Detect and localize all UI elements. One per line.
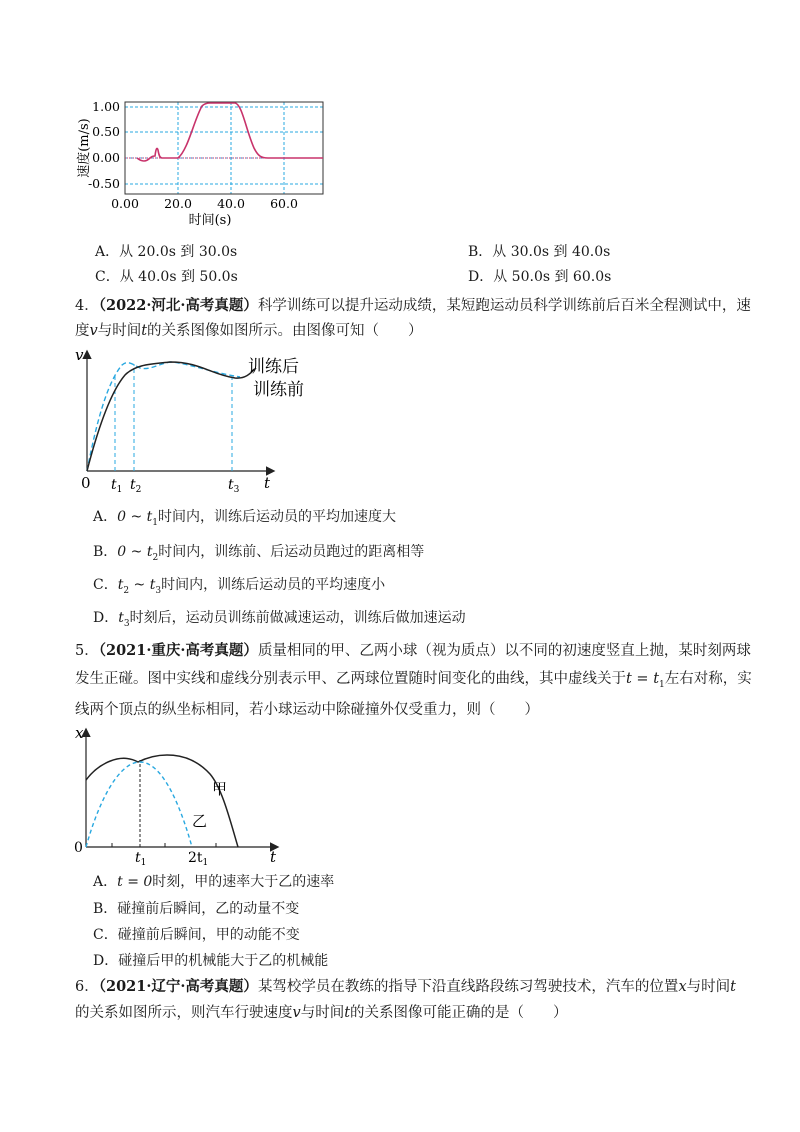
q6-stem-line1: 6．（2021·辽宁·高考真题）某驾校学员在教练的指导下沿直线路段练习驾驶技术，汽车的位置x与时间t bbox=[75, 978, 736, 995]
q4-option-c[interactable]: C．$t_2$ ~ $t_3$时间内，训练后运动员的平均速度小 bbox=[93, 577, 386, 596]
q4-stem-line2 bbox=[75, 322, 423, 341]
x-axis-label: 时间(s) bbox=[188, 213, 232, 228]
q5-stem-line1 bbox=[75, 641, 751, 661]
q4-stem-text: 的关系图像如图所示。由图像可知（ ） bbox=[147, 323, 423, 339]
q4-y-axis-label: v bbox=[75, 346, 84, 364]
q4-stem-text: 科学训练可以提升运动成绩，某短跑运动员科学训练前后百米全程测试中，速 bbox=[257, 298, 751, 314]
q3-option-a[interactable]: A．从 20.0s 到 30.0s bbox=[95, 244, 238, 260]
q3-option-c[interactable]: C．从 40.0s 到 50.0s bbox=[95, 269, 238, 285]
q5-number: 5． bbox=[75, 643, 99, 659]
q4-stem-text: 度 bbox=[75, 323, 90, 339]
q5-label-yi: 乙 bbox=[192, 812, 208, 830]
y-tick-label: 0.50 bbox=[92, 124, 120, 139]
q4-option-a[interactable]: A．0 ~ $t_1$时间内，训练后运动员的平均加速度大 bbox=[93, 509, 397, 528]
q5-source: （2021·重庆·高考真题） bbox=[98, 642, 258, 659]
x-tick-label: 40.0 bbox=[217, 196, 245, 211]
y-tick-label: -0.50 bbox=[87, 176, 120, 191]
x-tick-label: 20.0 bbox=[164, 196, 192, 211]
q5-stem-text: 质量相同的甲、乙两小球（视为质点）以不同的初速度竖直上抛，某时刻两球 bbox=[257, 643, 751, 659]
q4-stem-line1 bbox=[75, 296, 751, 316]
q5-y-axis-label: x bbox=[75, 724, 84, 742]
q4-label-after: 训练后 bbox=[248, 357, 299, 377]
q5-label-jia: 甲 bbox=[212, 780, 228, 798]
q4-vt-graph bbox=[70, 340, 310, 498]
y-tick-label: 0.00 bbox=[92, 150, 120, 165]
y-tick-label: 1.00 bbox=[92, 99, 120, 114]
q4-curve-before bbox=[87, 362, 240, 471]
x-tick-label: 0.00 bbox=[111, 196, 139, 211]
velocity-time-graph bbox=[70, 90, 340, 230]
q4-number: 4． bbox=[75, 298, 99, 314]
q5-curve-jia bbox=[86, 755, 238, 847]
q6-source: （2021·辽宁·高考真题） bbox=[98, 978, 258, 995]
q4-x-axis-label: t bbox=[264, 474, 271, 492]
q6-number: 6． bbox=[75, 979, 99, 995]
q5-curve-yi bbox=[86, 762, 192, 847]
q5-2t1-label: $2t_1$ bbox=[188, 850, 209, 868]
q5-option-a[interactable]: A．t = 0时刻，甲的速率大于乙的速率 bbox=[93, 874, 335, 890]
q4-var-t: t bbox=[141, 323, 148, 339]
graph-grid bbox=[125, 102, 323, 194]
q4-t2-label: $t_2$ bbox=[130, 477, 142, 495]
q4-option-d[interactable]: D．$t_3$时刻后，运动员训练前做减速运动，训练后做加速运动 bbox=[93, 610, 466, 629]
q3-option-d[interactable]: D．从 50.0s 到 60.0s bbox=[468, 269, 612, 285]
q5-option-d[interactable]: D．碰撞后甲的机械能大于乙的机械能 bbox=[93, 953, 329, 969]
x-tick-label: 60.0 bbox=[270, 196, 298, 211]
q4-source: （2022·河北·高考真题） bbox=[98, 297, 258, 314]
q5-option-b[interactable]: B．碰撞前后瞬间，乙的动量不变 bbox=[93, 901, 300, 917]
q4-curve-after bbox=[87, 362, 256, 471]
graph-frame bbox=[125, 102, 323, 194]
q4-stem-text: 与时间 bbox=[97, 323, 142, 339]
q4-origin-label: 0 bbox=[81, 474, 91, 492]
q5-stem-line2: 发生正碰。图中实线和虚线分别表示甲、乙两球位置随时间变化的曲线，其中虚线关于$t = t_1$左右对称，实 bbox=[75, 671, 752, 690]
y-axis-label: 速度(m/s) bbox=[77, 118, 92, 178]
q5-x-axis-label: t bbox=[270, 848, 277, 866]
q4-var-v: v bbox=[89, 323, 98, 339]
q6-stem-line2: 的关系如图所示，则汽车行驶速度v与时间t的关系图像可能正确的是（ ） bbox=[75, 1005, 568, 1021]
q5-xt-graph bbox=[70, 722, 290, 870]
q4-option-b[interactable]: B．0 ~ $t_2$时间内，训练前、后运动员跑过的距离相等 bbox=[93, 544, 425, 563]
q5-option-c[interactable]: C．碰撞前后瞬间，甲的动能不变 bbox=[93, 927, 300, 943]
q5-stem-line3: 线两个顶点的纵坐标相同，若小球运动中除碰撞外仅受重力，则（ ） bbox=[75, 702, 539, 718]
q4-t3-label: $t_3$ bbox=[228, 477, 240, 495]
q5-t1-label: $t_1$ bbox=[135, 850, 147, 868]
q4-label-before: 训练前 bbox=[253, 380, 304, 400]
q3-option-b[interactable]: B．从 30.0s 到 40.0s bbox=[468, 244, 611, 260]
q4-t1-label: $t_1$ bbox=[111, 477, 123, 495]
q5-origin-label: 0 bbox=[74, 840, 83, 856]
